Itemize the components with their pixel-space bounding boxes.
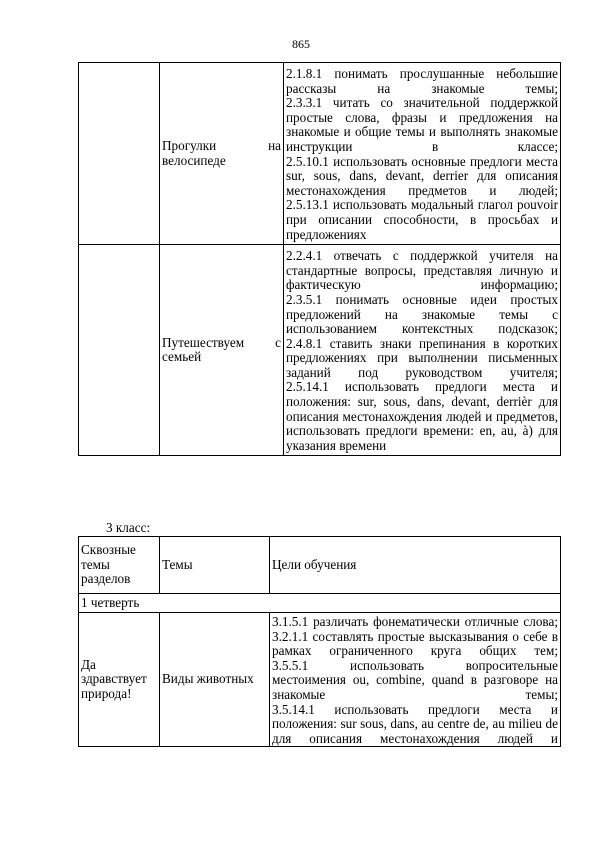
goal-item: 2.5.13.1 использовать модальный глагол pouvoir при описании способности, в просьбах и предложениях [286,197,558,242]
goal-item: 2.1.8.1 понимать прослушанные небольшие рассказы на знакомые темы; [286,66,558,96]
goals-cell [284,63,561,245]
section-cell [79,245,160,456]
goal-item: 3.1.5.1 различать фонематически отличные слова; [272,614,558,629]
goal-item: 2.3.3.1 читать со значительной поддержкой простые слова, фразы и предложения на знакомые и общие темы и выполнять знакомые инструкции в классе; [286,95,558,154]
goal-item: 3.2.1.1 составлять простые высказывания о себе в рамках ограниченного круга общих тем; [272,628,558,659]
goal-item: 2.3.5.1 понимать основные идеи простых предложений на знакомые темы с использованием контекстных подсказок; [286,291,558,337]
table-row [79,613,561,747]
quarter-label: 1 четверть [79,594,561,613]
goal-item: 3.5.5.1 использовать вопросительные местоимения ou, combine, quand в разговоре на знакомые темы; [272,657,558,702]
table-header-row [79,537,561,594]
goals-cell [284,245,561,456]
topic-cell: Путешествуем с семьей [160,245,284,456]
curriculum-table-grade-2 [78,62,561,456]
goal-item: 3.5.14.1 использовать предлоги места и положения: sur sous, dans, au centre de, au milieu de для описания местонахождения людей и [272,701,558,746]
header-goals: Цели обучения [270,537,561,594]
table-row [79,63,561,245]
topic-cell: Прогулки на велосипеде [160,63,284,245]
page-number: 865 [292,37,310,51]
class-label: 3 класс: [106,520,151,535]
topic-cell: Виды животных [160,613,270,747]
header-section: Сквозные темы разделов [79,537,160,594]
section-cell [79,63,160,245]
section-cell: Да здравствует природа! [79,613,160,747]
goals-cell [270,613,561,747]
goal-item: 2.5.14.1 использовать предлоги места и положения: sur, sous, dans, devant, derrièr для описания местонахождения людей и предметов, использовать предлоги времени: en, au, à) для указания времени [286,379,558,453]
goal-item: 2.4.8.1 ставить знаки препинания в коротких предложениях при выполнении письменных заданий под руководством учителя; [286,335,558,380]
table-row [79,245,561,456]
header-topic: Темы [160,537,270,594]
curriculum-table-grade-3 [78,536,561,747]
goal-item: 2.5.10.1 использовать основные предлоги места sur, sous, dans, devant, derrier для описания местонахождения предметов и людей; [286,153,558,198]
quarter-row [79,594,561,613]
goal-item: 2.2.4.1 отвечать с поддержкой учителя на стандартные вопросы, представляя личную и фактическую информацию; [286,248,558,293]
